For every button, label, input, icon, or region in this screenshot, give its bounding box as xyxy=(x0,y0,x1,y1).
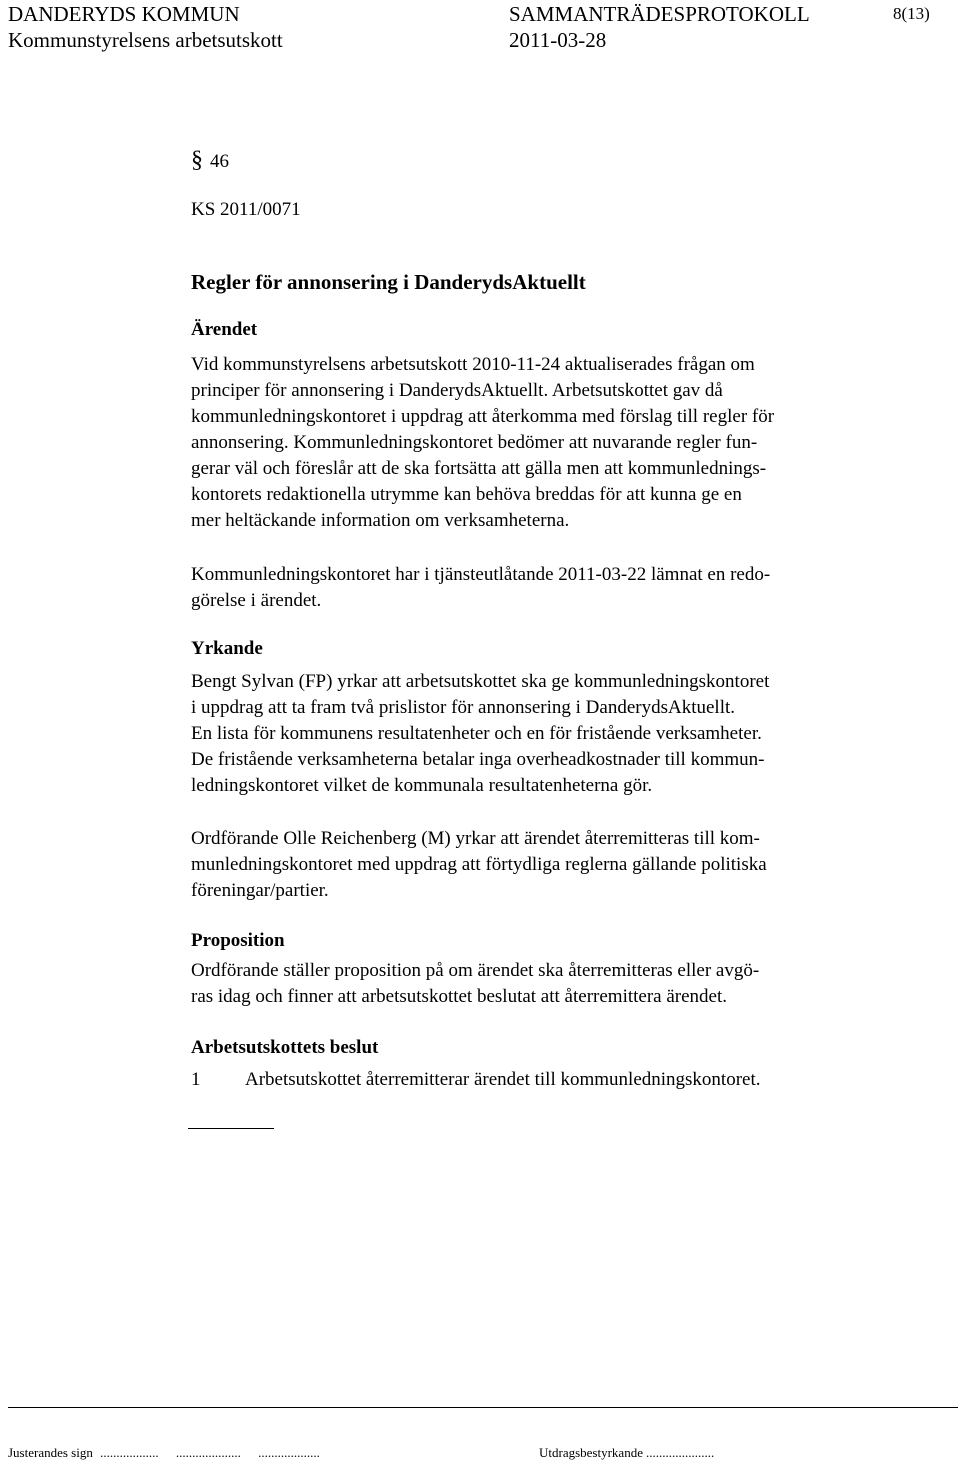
footer-sign xyxy=(8,1445,320,1461)
yrkande-line: föreningar/partier. xyxy=(191,880,329,901)
yrkande-line: i uppdrag att ta fram två prislistor för annonsering i DanderydsAktuellt. xyxy=(191,697,736,718)
section-number-value: 46 xyxy=(210,151,229,172)
yrkande-line: Bengt Sylvan (FP) yrkar att arbetsutskottet ska ge kommunledningskontoret xyxy=(191,671,770,692)
arendet-line: kommunledningskontoret i uppdrag att återkomma med förslag till regler för xyxy=(191,406,775,427)
sign-field-2: .................... xyxy=(175,1445,241,1460)
yrkande-line: Ordförande Olle Reichenberg (M) yrkar att ärendet återremitteras till kom- xyxy=(191,828,760,849)
beslut-item-number: 1 xyxy=(191,1069,201,1090)
paragraph-symbol: § xyxy=(191,147,203,173)
header-committee: Kommunstyrelsens arbetsutskott xyxy=(8,28,283,52)
header-date: 2011-03-28 xyxy=(509,28,607,52)
arendet-line: principer för annonsering i DanderydsAktuellt. Arbetsutskottet gav då xyxy=(191,380,723,401)
yrkande-line: ledningskontoret vilket de kommunala resultatenheterna gör. xyxy=(191,775,653,796)
arendet-paragraph-2 xyxy=(191,562,891,614)
arendet-line: Vid kommunstyrelsens arbetsutskott 2010-11-24 aktualiserades frågan om xyxy=(191,354,755,375)
arendet-line: annonsering. Kommunledningskontoret bedömer att nuvarande regler fun- xyxy=(191,432,758,453)
footer-cert xyxy=(539,1445,714,1461)
arendet-line: görelse i ärendet. xyxy=(191,590,322,611)
arendet-heading: Ärendet xyxy=(191,319,258,340)
arendet-line: gerar väl och föreslår att de ska fortsätta att gälla men att kommunlednings- xyxy=(191,458,767,479)
section-number xyxy=(191,147,229,175)
end-rule xyxy=(188,1128,274,1129)
arendet-line: Kommunledningskontoret har i tjänsteutlåtande 2011-03-22 lämnat en redo- xyxy=(191,564,771,585)
arendet-line: mer heltäckande information om verksamheterna. xyxy=(191,510,570,531)
yrkande-heading: Yrkande xyxy=(191,638,263,659)
cert-field: ..................... xyxy=(645,1445,715,1460)
justerandes-sign-label: Justerandes sign xyxy=(8,1445,93,1460)
proposition-paragraph xyxy=(191,958,891,1010)
sign-field-1: .................. xyxy=(100,1445,159,1460)
beslut-item-text: Arbetsutskottet återremitterar ärendet till kommunledningskontoret. xyxy=(245,1069,761,1090)
proposition-line: Ordförande ställer proposition på om ärendet ska återremitteras eller avgö- xyxy=(191,960,760,981)
utdragsbestyrkande-label: Utdragsbestyrkande xyxy=(539,1445,643,1460)
arendet-line: kontorets redaktionella utrymme kan behöva breddas för att kunna ge en xyxy=(191,484,742,505)
header-doc-type: SAMMANTRÄDESPROTOKOLL xyxy=(509,2,810,26)
case-number: KS 2011/0071 xyxy=(191,199,301,220)
arendet-paragraph xyxy=(191,352,891,534)
header-org: DANDERYDS KOMMUN xyxy=(8,2,240,26)
proposition-line: ras idag och finner att arbetsutskottet beslutat att återremittera ärendet. xyxy=(191,986,727,1007)
page-title: Regler för annonsering i DanderydsAktuellt xyxy=(191,270,586,294)
sign-field-3: ................... xyxy=(258,1445,320,1460)
yrkande-line: En lista för kommunens resultatenheter och en för fristående verksamheter. xyxy=(191,723,762,744)
yrkande-paragraph-2 xyxy=(191,826,891,904)
page-number: 8(13) xyxy=(893,4,930,23)
yrkande-line: De fristående verksamheterna betalar inga overheadkostnader till kommun- xyxy=(191,749,765,770)
yrkande-line: munledningskontoret med uppdrag att förtydliga reglerna gällande politiska xyxy=(191,854,767,875)
footer-rule xyxy=(8,1407,958,1408)
yrkande-paragraph xyxy=(191,669,891,799)
proposition-heading: Proposition xyxy=(191,930,285,951)
beslut-heading: Arbetsutskottets beslut xyxy=(191,1037,379,1058)
